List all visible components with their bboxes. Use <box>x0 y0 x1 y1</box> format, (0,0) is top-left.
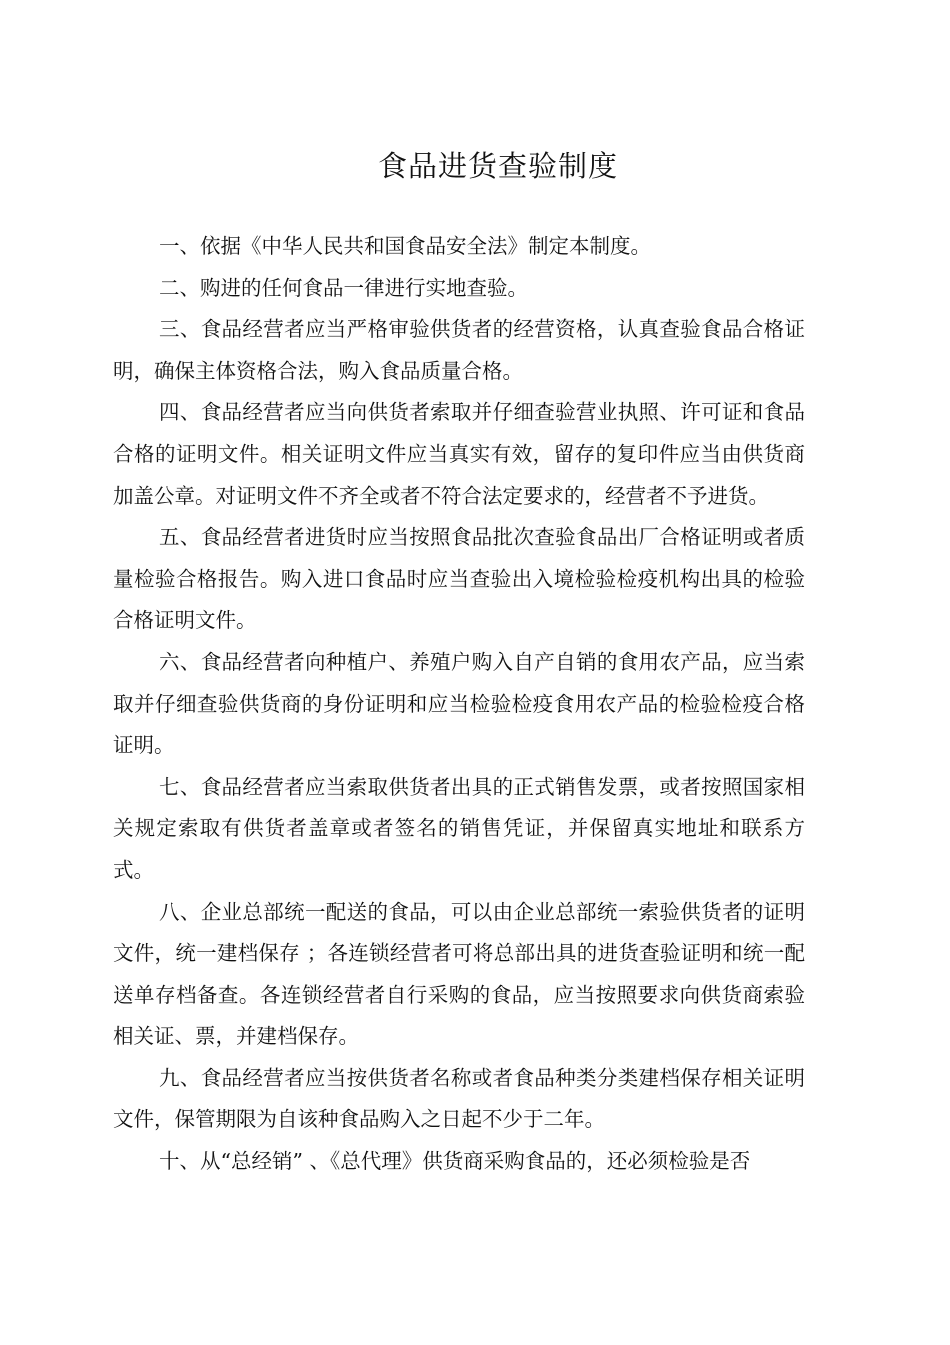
document-title: 食品进货查验制度 <box>377 149 618 183</box>
paragraph-9: 九、食品经营者应当按供货者名称或者食品种类分类建档保存相关证明文件，保管期限为自该种食品购入之日起不少于二年。 <box>113 1065 805 1132</box>
paragraph-5: 五、食品经营者进货时应当按照食品批次查验食品出厂合格证明或者质量检验合格报告。购入进口食品时应当查验出入境检验检疫机构出具的检验合格证明文件。 <box>113 525 805 633</box>
paragraph-1: 一、依据《中华人民共和国食品安全法》制定本制度。 <box>159 234 651 258</box>
document-body <box>113 226 805 1183</box>
paragraph-6: 六、食品经营者向种植户、养殖户购入自产自销的食用农产品，应当索取并仔细查验供货商的身份证明和应当检验检疫食用农产品的检验检疫合格证明。 <box>113 649 805 758</box>
paragraph-2: 二、购进的任何食品一律进行实地查验。 <box>159 275 528 300</box>
paragraph-3: 三、食品经营者应当严格审验供货者的经营资格，认真查验食品合格证明，确保主体资格合法，购入食品质量合格。 <box>113 317 805 383</box>
paragraph-10: 十、从“总经销” 、《总代理》供货商采购食品的，还必须检验是否 <box>159 1149 751 1174</box>
paragraph-4: 四、食品经营者应当向供货者索取并仔细查验营业执照、许可证和食品合格的证明文件。相关证明文件应当真实有效，留存的复印件应当由供货商加盖公章。对证明文件不齐全或者不符合法定要求的，经营者不予进货。 <box>113 400 805 508</box>
paragraph-8: 八、企业总部统一配送的食品，可以由企业总部统一索验供货者的证明文件，统一建档保存 ；各连锁经营者可将总部出具的进货查验证明和统一配送单存档备查。各连锁经营者自行采购的食品，应当按照要求向供货商索验相关证、票，并建档保存。 <box>113 899 805 1049</box>
paragraph-7: 七、食品经营者应当索取供货者出具的正式销售发票，或者按照国家相关规定索取有供货者盖章或者签名的销售凭证，并保留真实地址和联系方式。 <box>113 774 805 882</box>
